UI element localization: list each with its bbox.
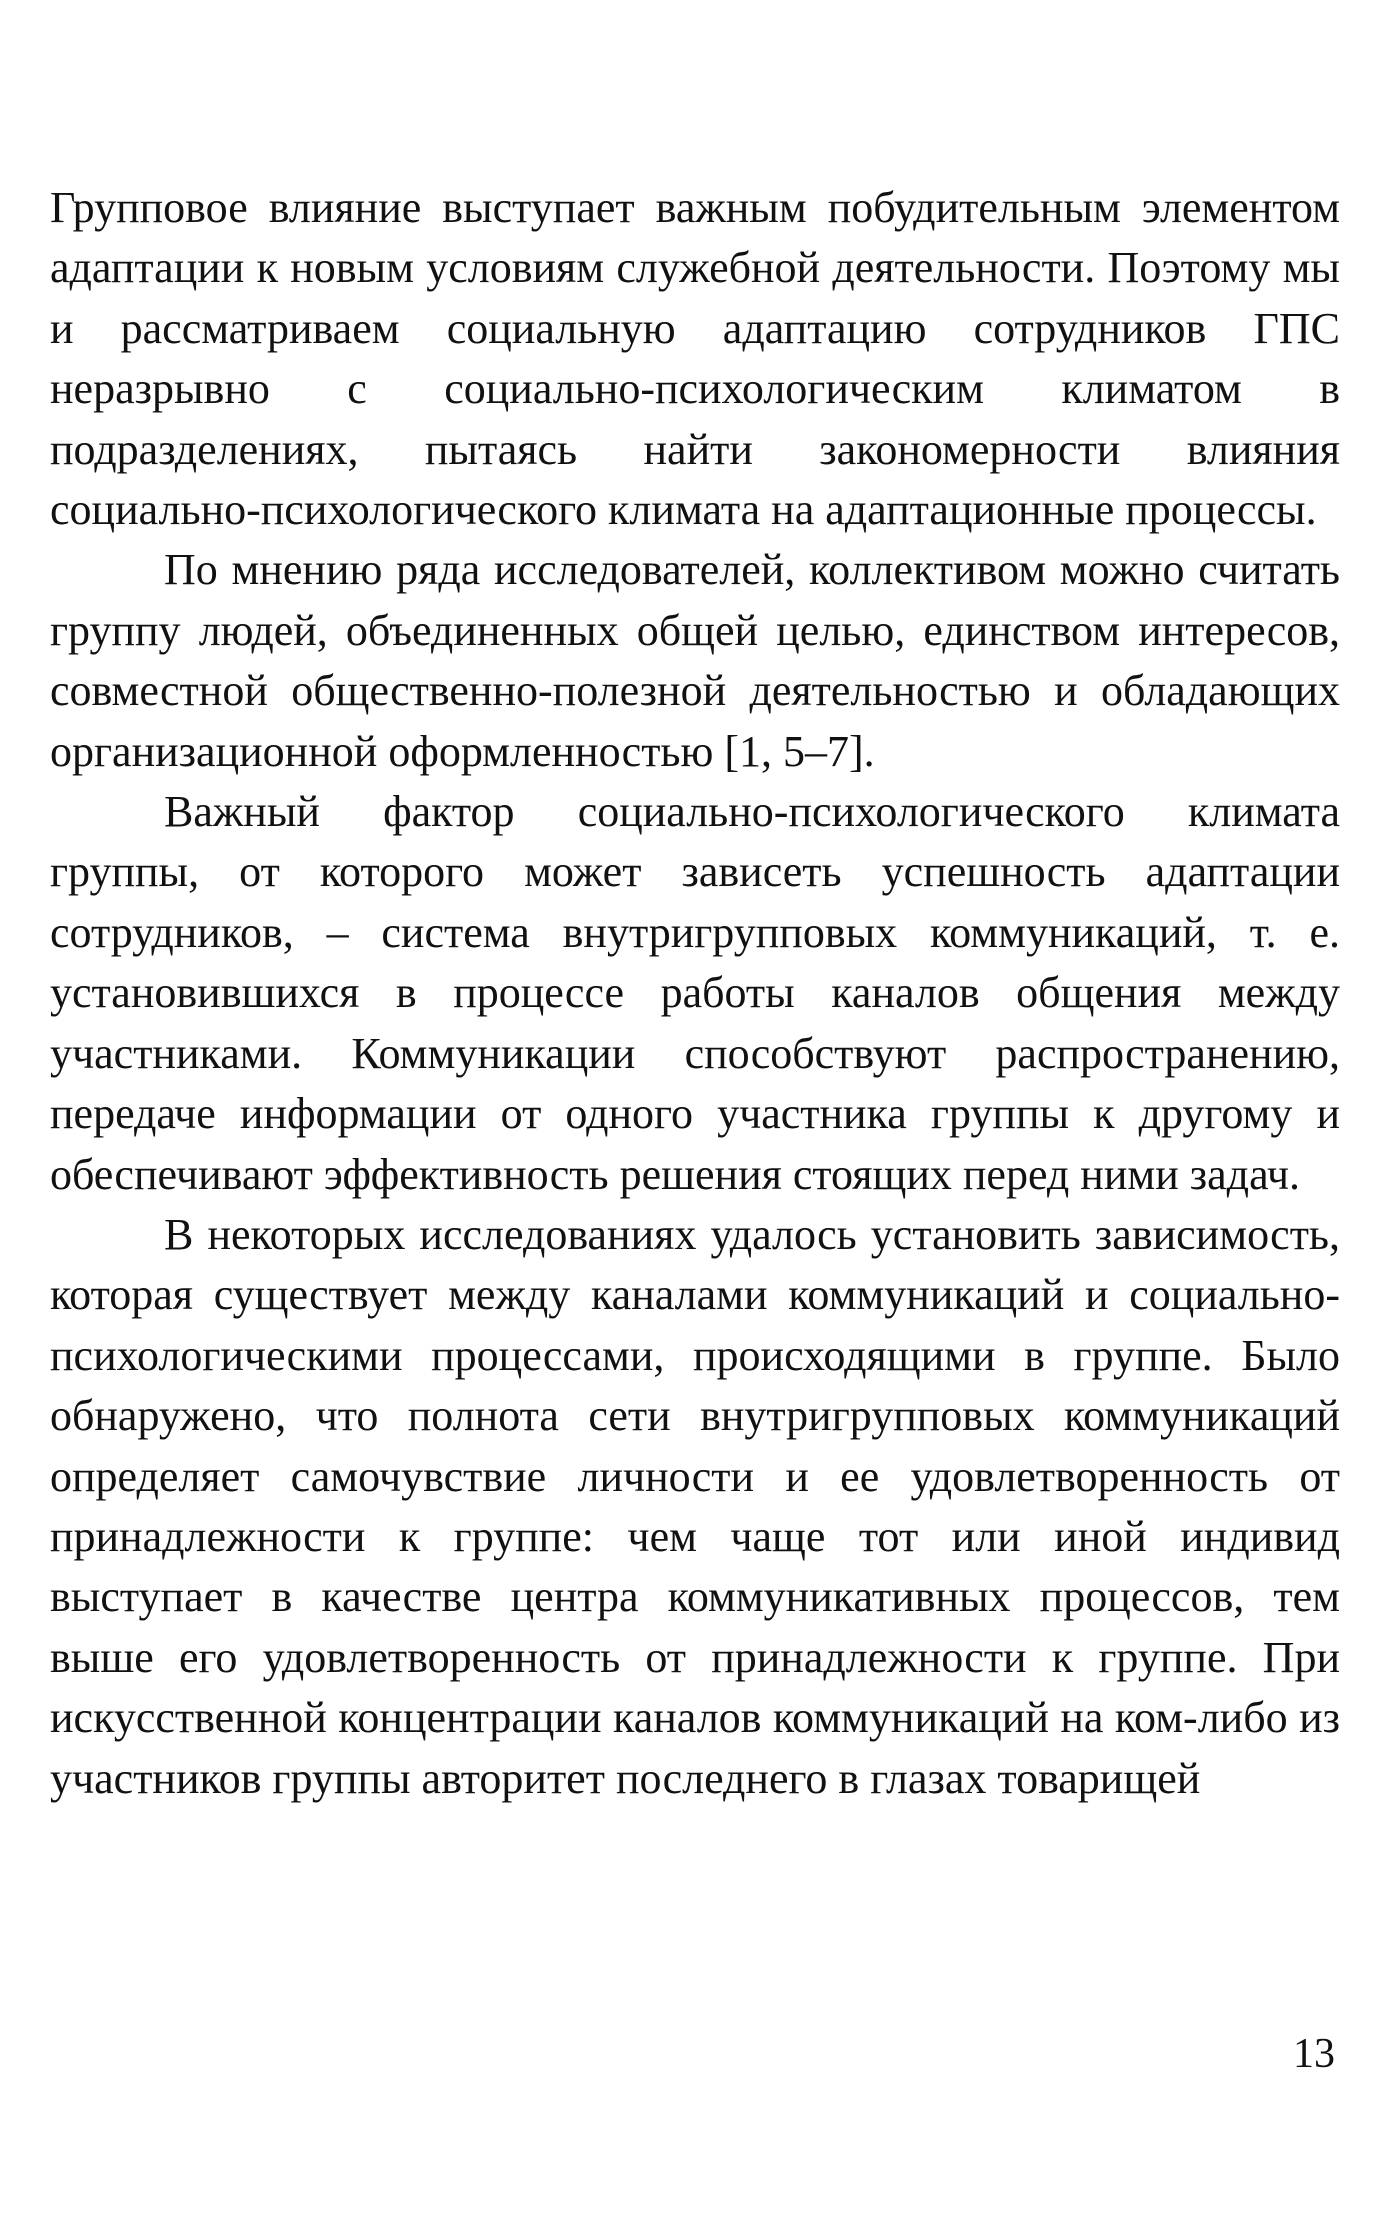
paragraph-collective-definition: По мнению ряда исследователей, коллективом можно считать группу людей, объединенных общей целью, единством интересов, совместной общественно-полезной деятельностью и обладающих организационной оформленностью [1, 5–7]. [50,545,1340,776]
page-body [50,178,1340,1809]
page-number: 13 [1293,2031,1335,2077]
paragraph-communication-system: Важный фактор социально-психологического климата группы, от которого может зависеть успешность адаптации сотрудников, – система внутригрупповых коммуникаций, т. е. установившихся в процессе работы каналов общения между участниками. Коммуникации способствуют распространению, передаче информации от одного участника группы к другому и обеспечивают эффективность решения стоящих перед ними задач. [50,787,1340,1199]
paragraph-group-influence: Групповое влияние выступает важным побудительным элементом адаптации к новым условиям служебной деятельности. Поэтому мы и рассматриваем социальную адаптацию сотрудников ГПС неразрывно с социально-психологическим климатом в подразделениях, пытаясь найти закономерности влияния социально-психологического климата на адаптационные процессы. [50,183,1340,535]
paragraph-communication-research: В некоторых исследованиях удалось установить зависимость, которая существует между каналами коммуникаций и социально-психологическими процессами, происходящими в группе. Было обнаружено, что полнота сети внутригрупповых коммуникаций определяет самочувствие личности и ее удовлетворенность от принадлежности к группе: чем чаще тот или иной индивид выступает в качестве центра коммуникативных процессов, тем выше его удовлетворенность от принадлежности к группе. При искусственной концентрации каналов коммуникаций на ком-либо из участников группы авторитет последнего в глазах товарищей [50,1209,1340,1803]
